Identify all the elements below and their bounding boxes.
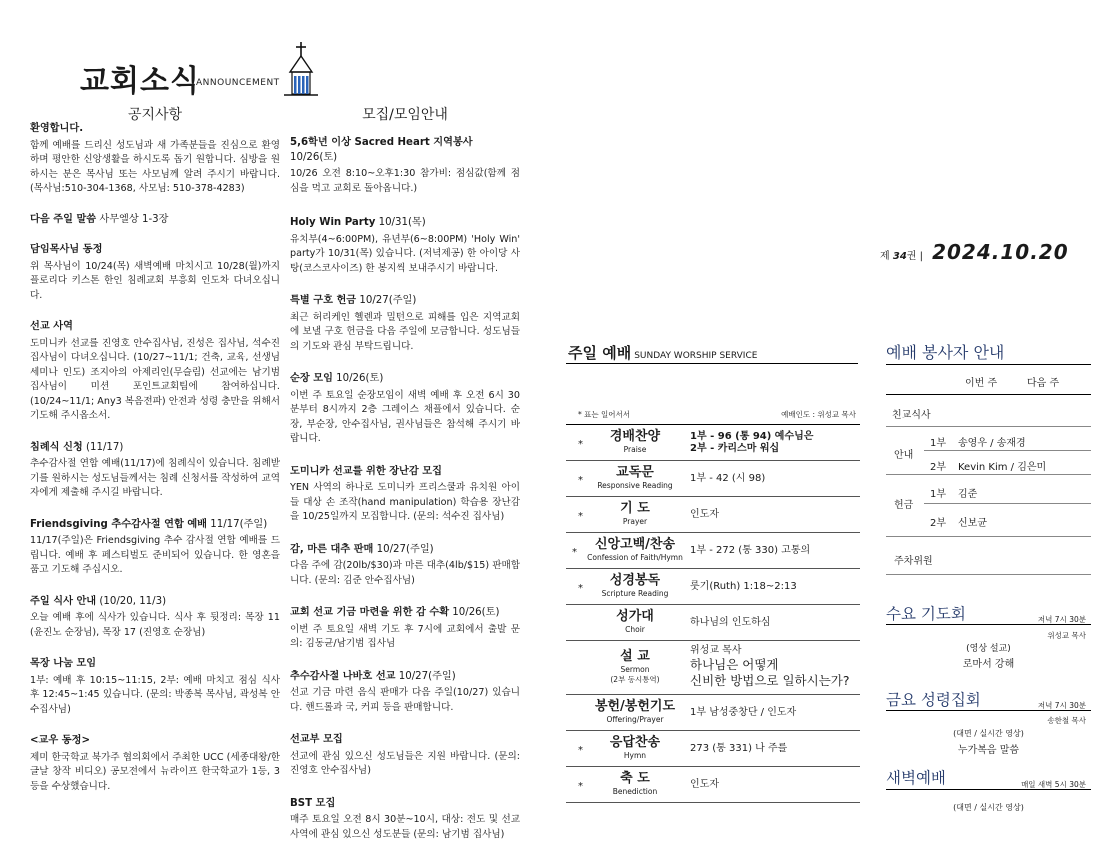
gathering-title: 특별 구호 헌금 10/27(주일)	[290, 295, 417, 306]
stand-marker: *	[578, 439, 583, 450]
bulletin-date: 2024.10.20	[932, 240, 1069, 264]
notice-item	[30, 122, 280, 197]
servants-title: 예배 봉사자 안내	[886, 343, 1005, 362]
servants-header-divider	[886, 394, 1091, 395]
notice-item	[30, 595, 280, 641]
notice-title: 담임목사님 동정	[30, 244, 103, 255]
worship-row-confession	[566, 533, 860, 569]
gathering-body: 다음 주에 감(20lb/$30)과 마른 대추(4lb/$15) 판매합니다. (문의: 김준 안수집사님)	[290, 560, 520, 586]
notice-item	[30, 213, 280, 228]
notice-body: 오늘 예배 후에 식사가 있습니다. 식사 후 뒷정리: 목장 11 (윤진노 순장님), 목장 17 (진영호 순장님)	[30, 612, 280, 638]
worship-item-name: 교독문 Responsive Reading	[597, 465, 673, 490]
worship-row-offering	[566, 695, 860, 731]
wednesday-mode: (영상 설교)	[966, 644, 1011, 654]
notice-title: 선교 사역	[30, 321, 73, 332]
gathering-title: 추수감사절 나바호 선교 10/27(주일)	[290, 670, 456, 682]
gathering-title: 5,6학년 이상 Sacred Heart 지역봉사 10/26(토)	[290, 137, 473, 163]
worship-item-name: 기 도 Prayer	[620, 501, 650, 526]
notice-body: 위 목사님이 10/24(목) 새벽예배 마치시고 10/28(월)까지 플로리다 키스톤 한인 침례교회 부흥회 인도차 다녀오십니다.	[30, 260, 280, 301]
gathering-item	[290, 670, 520, 716]
friday-meeting-title: 금요 성령집회	[886, 691, 981, 709]
notice-item	[30, 518, 280, 578]
worship-row-hymn	[566, 731, 860, 767]
worship-row-sermon	[566, 641, 860, 695]
row-divider	[924, 450, 1091, 451]
dawn-service-title: 새벽예배	[886, 769, 946, 787]
usher-2-label: 2부	[930, 462, 947, 473]
gathering-title: BST 모집	[290, 797, 336, 809]
stand-marker: *	[578, 745, 583, 756]
greeter-label: 친교식사	[892, 410, 931, 421]
gathering-body: YEN 사역의 하나로 도미니카 프리스쿨과 유치원 아이들 대상 손 조작(hand manipulation) 학습용 장난감을 10/25일까지 모집합니다. (문의: 석수진 집사님)	[290, 482, 520, 522]
worship-row-prayer	[566, 497, 860, 533]
worship-item-detail: 1부 - 272 (통 330) 고통의	[690, 545, 811, 556]
notice-body: 도미니카 선교를 진영호 안수집사님, 진성은 집사님, 석수진 집사님이 다녀오십니다. (10/27~11/1; 건축, 교육, 선생님 세미나 인도) 조지아의 아제리인(무슬림) 선교에는 남기범 집사님이 미션 포인트교회팀에 참여하십니다. (10/24~11/1; Any3 복음전파) 안전과 성령 충만을 위해서 기도해 주시옵소서.	[30, 337, 280, 421]
worship-item-detail: 인도자	[690, 509, 719, 520]
notice-item	[30, 734, 280, 794]
stand-marker: *	[578, 475, 583, 486]
notice-title: 환영합니다.	[30, 123, 84, 134]
notice-title: 목장 나눔 모임	[30, 658, 97, 669]
gatherings-column	[290, 136, 520, 850]
dawn-time: 매일 새벽 5시 30분	[1021, 780, 1086, 789]
friday-time: 저녁 7시 30분	[1037, 701, 1086, 710]
gathering-title: 감, 마른 대추 판매 10/27(주일)	[290, 543, 434, 555]
worship-row-praise	[566, 425, 860, 461]
gathering-body: 최근 허리케인 헬렌과 밀턴으로 피해를 입은 지역교회에 보낼 구호 헌금을 다음 주일에 모금합니다. 성도님들의 기도와 관심 부탁드립니다.	[290, 311, 520, 352]
usher-2-names: Kevin Kim / 김은미	[958, 462, 1047, 473]
gathering-body: 이번 주 토요일 순장모임이 새벽 예배 후 오전 6시 30분부터 8시까지 2층 그레이스 채플에서 있습니다. 순장, 부순장, 안수집사님, 권사님들은 참석해 주시기 바랍니다.	[290, 389, 520, 444]
worship-item-detail: 인도자	[690, 779, 719, 790]
wednesday-leader: 위성교 목사	[1047, 631, 1086, 640]
gathering-item	[290, 543, 520, 589]
worship-item-detail: 1부 - 96 (통 94) 예수님은 2부 - 카리스마 워십	[690, 431, 814, 454]
worship-row-reading	[566, 461, 860, 497]
notice-body: 함께 예배를 드리신 성도님과 새 가족분들을 진심으로 환영하며 평안한 신앙생활을 하시도록 돕기 원합니다. 심방을 원하시는 분은 목사님 또는 사모님께 알려 주시기 바랍니다. (목사님:510-304-1368, 사모님: 510-378-4283)	[30, 139, 280, 194]
worship-row-benediction	[566, 767, 860, 803]
offering-2-label: 2부	[930, 518, 947, 529]
gathering-body: 선교에 관심 있으신 성도님들은 지원 바랍니다. (문의: 진영호 안수집사님)	[290, 750, 520, 776]
stand-marker: *	[578, 511, 583, 522]
wednesday-prayer-title: 수요 기도회	[886, 605, 966, 623]
worship-item-name: 신앙고백/찬송 Confession of Faith/Hymn	[587, 537, 683, 562]
notice-item	[30, 441, 280, 501]
row-divider	[886, 474, 1091, 475]
worship-item-name: 봉헌/봉헌기도 Offering/Prayer	[594, 699, 676, 724]
row-divider	[886, 426, 1091, 427]
this-week-header: 이번 주	[965, 378, 998, 389]
notice-item	[30, 243, 280, 303]
usher-1-names: 송영우 / 송재경	[958, 438, 1026, 449]
gathering-title: 선교부 모집	[290, 734, 343, 745]
notice-title: Friendsgiving 추수감사절 연합 예배 11/17(주일)	[30, 518, 268, 530]
worship-divider	[566, 363, 858, 364]
gathering-item	[290, 136, 520, 196]
stand-marker: *	[572, 547, 577, 558]
notice-body: 추수감사절 연합 예배(11/17)에 침례식이 있습니다. 침례받기를 원하시는 성도님들께서는 침례 신청서를 작성하여 교역자에게 제출해 주시길 바랍니다.	[30, 458, 280, 498]
notice-body: 1부: 예배 후 10:15~11:15, 2부: 예배 마치고 점심 식사 후 12:45~1:45 있습니다. (문의: 박종복 목사님, 곽성복 안수집사님)	[30, 674, 280, 715]
gathering-body: 이번 주 토요일 새벽 기도 후 7시에 교회에서 출발 문의: 김동균/남기범 집사님	[290, 623, 520, 649]
worship-item-name: 성가대 Choir	[616, 609, 654, 634]
notices-column	[30, 122, 280, 807]
gathering-body: 선교 기금 마련 음식 판매가 다음 주일(10/27) 있습니다. 핸드롤과 국, 커피 등을 판매합니다.	[290, 687, 520, 713]
servants-divider	[886, 364, 1091, 365]
parking-label: 주차위원	[894, 556, 933, 567]
offering-1-names: 김준	[958, 489, 978, 500]
next-week-header: 다음 주	[1027, 378, 1060, 389]
offering-2-names: 신보균	[958, 518, 987, 529]
gathering-item	[290, 797, 520, 843]
notice-body: 제미 한국학교 북가주 협의회에서 주최한 UCC (세종대왕/한글날 창작 비디오) 공모전에서 뉴라이프 한국학교가 1등, 3등을 수상했습니다.	[30, 751, 280, 792]
notice-item	[30, 657, 280, 717]
worship-item-name: 경배찬양 Praise	[609, 429, 661, 454]
friday-message: 누가복음 말씀	[957, 745, 1020, 756]
page-title: 교회소식	[80, 64, 200, 99]
usher-label: 안내	[894, 450, 914, 461]
gathering-item	[290, 465, 520, 525]
usher-1-label: 1부	[930, 438, 947, 449]
friday-leader: 송한철 목사	[1047, 716, 1086, 725]
worship-item-detail: 1부 - 42 (시 98)	[690, 473, 766, 484]
gathering-item	[290, 372, 520, 447]
stand-marker: *	[578, 781, 583, 792]
worship-item-name: 성경봉독 Scripture Reading	[601, 573, 669, 598]
gathering-item	[290, 294, 520, 354]
gatherings-heading: 모집/모임안내	[362, 107, 448, 123]
row-divider	[924, 503, 1091, 504]
gathering-title: Holy Win Party 10/31(목)	[290, 217, 426, 228]
gathering-title: 순장 모임 10/26(토)	[290, 373, 384, 384]
worship-item-name: 축 도 Benediction	[612, 771, 658, 796]
sermon-detail: 위성교 목사 하나님은 어떻게 신비한 방법으로 일하시는가?	[690, 645, 850, 688]
gathering-item	[290, 733, 520, 779]
notice-title: 침례식 신청 (11/17)	[30, 441, 124, 453]
notice-body: 11/17(주일)은 Friendsgiving 추수 감사절 연합 예배를 드립니다. 예배 후 페스티벌도 준비되어 있습니다. 한 영혼을 품고 기도해 주십시오.	[30, 535, 280, 575]
dawn-mode: (대면 / 실시간 영상)	[953, 803, 1024, 812]
friday-mode: (대면 / 실시간 영상)	[953, 729, 1024, 738]
worship-item-detail: 룻기(Ruth) 1:18~2:13	[690, 581, 797, 592]
worship-title: 주일 예배 SUNDAY WORSHIP SERVICE	[568, 344, 758, 362]
stand-marker: *	[578, 583, 583, 594]
notice-title: <교우 동정>	[30, 735, 90, 746]
gathering-body: 매주 토요일 오전 8시 30분~10시, 대상: 전도 및 선교 사역에 관심 있으신 성도분들 (문의: 남기범 집사님)	[290, 814, 520, 840]
gathering-item	[290, 216, 520, 276]
notices-heading: 공지사항	[127, 107, 183, 123]
wednesday-message: 로마서 강해	[962, 659, 1015, 670]
worship-row-scripture	[566, 569, 860, 605]
gathering-title: 도미니카 선교를 위한 장난감 모집	[290, 465, 442, 477]
row-divider	[886, 574, 1091, 575]
bulletin-date-line	[880, 240, 1069, 264]
volume-label: 제 34권 |	[880, 251, 923, 262]
church-icon	[284, 42, 318, 98]
gathering-item	[290, 606, 520, 652]
wednesday-time: 저녁 7시 30분	[1037, 615, 1086, 624]
worship-item-detail: 1부 남성중창단 / 인도자	[690, 707, 797, 718]
page-subtitle: ANNOUNCEMENT	[196, 78, 280, 88]
gathering-body: 유치부(4~6:00PM), 유년부(6~8:00PM) 'Holy Win' party가 10/31(목) 있습니다. (저녁제공) 한 아이당 사탕(코스코사이즈) 한 봉지씩 보내주시기 바랍니다.	[290, 233, 520, 274]
row-divider	[886, 536, 1091, 537]
worship-item-detail: 하나님의 인도하심	[690, 617, 771, 628]
notice-title: 다음 주일 말씀 사무엘상 1-3장	[30, 213, 169, 225]
gathering-title: 교회 선교 기금 마련을 위한 감 수확 10/26(토)	[290, 607, 500, 618]
worship-order	[566, 424, 860, 803]
worship-item-name: 설 교 Sermon (2부 동시통역)	[610, 649, 660, 684]
gathering-body: 10/26 오전 8:10~오후1:30 참가비: 점심값(함께 점심을 먹고 교회로 돌아옵니다.)	[290, 168, 520, 194]
offering-1-label: 1부	[930, 489, 947, 500]
offering-label: 헌금	[894, 500, 914, 511]
worship-item-detail: 273 (통 331) 나 주를	[690, 743, 788, 754]
notice-title: 주일 식사 안내 (10/20, 11/3)	[30, 595, 167, 607]
notice-item	[30, 320, 280, 424]
worship-item-name: 응답찬송 Hymn	[609, 735, 661, 760]
worship-row-choir	[566, 605, 860, 641]
